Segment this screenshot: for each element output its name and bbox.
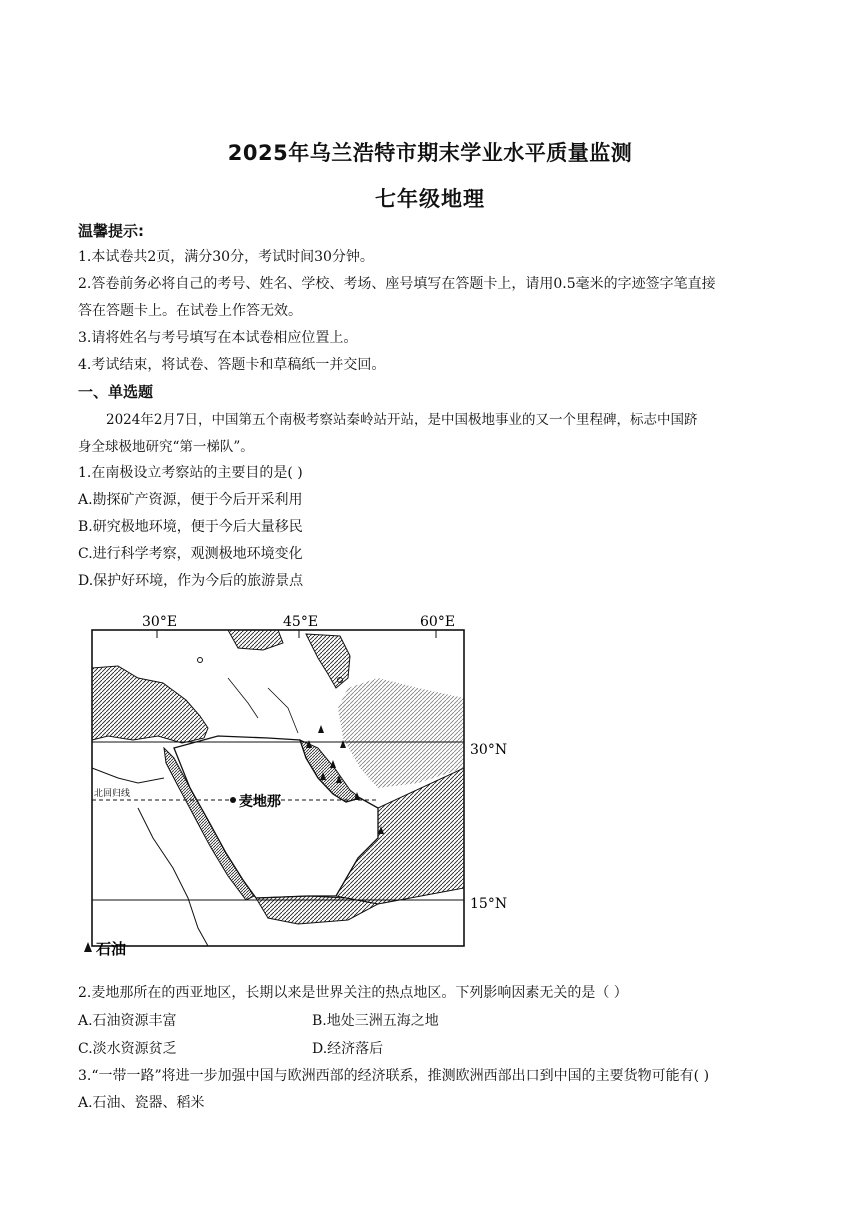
exam-title: 2025年乌兰浩特市期末学业水平质量监测 bbox=[227, 141, 633, 165]
notice-item: 答在答题卡上。在试卷上作答无效。 bbox=[78, 303, 302, 319]
west-asia-map bbox=[78, 608, 510, 970]
question-3-stem: 3.“一带一路”将进一步加强中国与欧洲西部的经济联系，推测欧洲西部出口到中国的主要货物可能有( ) bbox=[78, 1068, 710, 1084]
notice-heading: 温馨提示: bbox=[78, 222, 144, 240]
lon-label-30: 30°E bbox=[142, 614, 178, 630]
passage-line: 2024年2月7日，中国第五个南极考察站秦岭站开站，是中国极地事业的又一个里程碑，标志中国跻 bbox=[106, 412, 698, 428]
notice-item: 3.请将姓名与考号填写在本试卷相应位置上。 bbox=[78, 330, 358, 346]
lat-label-30: 30°N bbox=[470, 742, 508, 758]
question-2-option-a: A.石油资源丰富 bbox=[78, 1013, 177, 1029]
passage-line: 身全球极地研究“第一梯队”。 bbox=[78, 439, 254, 455]
question-2-option-d: D.经济落后 bbox=[312, 1041, 384, 1057]
question-2-stem: 2.麦地那所在的西亚地区，长期以来是世界关注的热点地区。下列影响因素无关的是（ ） bbox=[78, 985, 628, 1001]
question-1-option-b: B.研究极地环境，便于今后大量移民 bbox=[78, 519, 303, 535]
question-1-option-c: C.进行科学考察，观测极地环境变化 bbox=[78, 546, 303, 562]
question-2-option-b: B.地处三洲五海之地 bbox=[312, 1013, 439, 1029]
lon-label-45: 45°E bbox=[283, 614, 319, 630]
lon-label-60: 60°E bbox=[420, 614, 456, 630]
question-1-option-a: A.勘探矿产资源，便于今后开采利用 bbox=[78, 492, 303, 508]
tropic-label: 北回归线 bbox=[94, 789, 131, 799]
lat-label-15: 15°N bbox=[470, 896, 508, 912]
question-2-option-c: C.淡水资源贫乏 bbox=[78, 1041, 177, 1057]
legend-oil-label: 石油 bbox=[96, 940, 127, 958]
question-3-option-a: A.石油、瓷器、稻米 bbox=[78, 1095, 205, 1111]
medina-label: 麦地那 bbox=[239, 794, 281, 810]
notice-item: 4.考试结束，将试卷、答题卡和草稿纸一并交回。 bbox=[78, 357, 386, 373]
question-1-stem: 1.在南极设立考察站的主要目的是( ) bbox=[78, 465, 303, 481]
notice-item: 1.本试卷共2页，满分30分，考试时间30分钟。 bbox=[78, 249, 374, 265]
notice-item: 2.答卷前务必将自己的考号、姓名、学校、考场、座号填写在答题卡上，请用0.5毫米的字迹签字笔直接 bbox=[78, 276, 716, 292]
section-heading: 一、单选题 bbox=[78, 383, 154, 401]
exam-subtitle: 七年级地理 bbox=[375, 187, 485, 211]
medina-point bbox=[230, 797, 236, 803]
question-1-option-d: D.保护好环境，作为今后的旅游景点 bbox=[78, 573, 304, 589]
